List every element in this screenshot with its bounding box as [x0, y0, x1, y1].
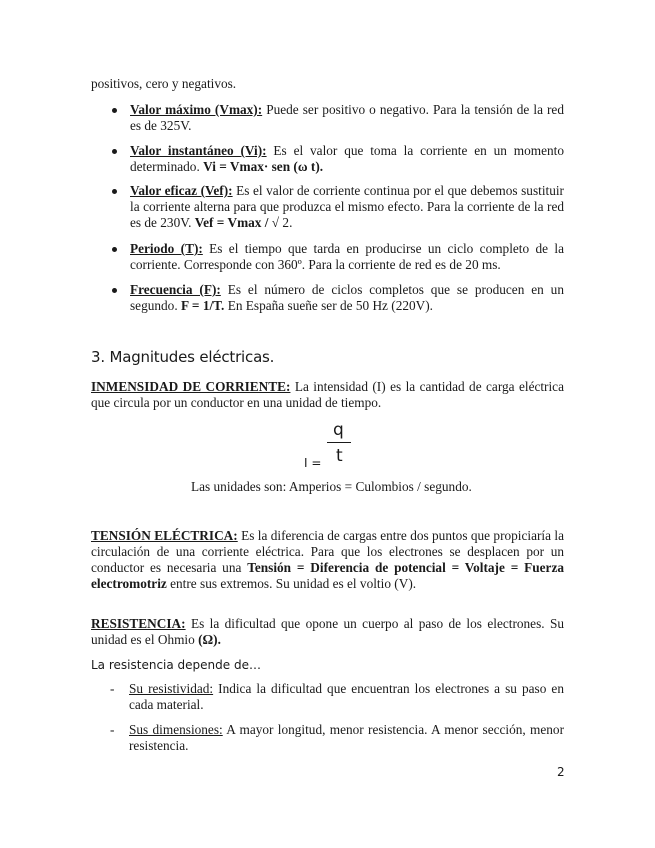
bullet-term: Periodo (T):: [130, 241, 203, 256]
bullet-text: Es el tiempo que tarda en producirse un ciclo completo de la corriente. Corresponde con 360º. Para la corriente de red es de 20 ms.: [130, 241, 564, 272]
bullet-item-vi: [130, 143, 564, 175]
bullet-text: Es el número de ciclos completos que se producen en un segundo.: [130, 282, 564, 313]
tension-term: TENSIÓN ELÉCTRICA:: [91, 528, 238, 543]
bullet-tail: √ 2.: [268, 215, 293, 230]
units-line: Las unidades son: Amperios = Culombios / segundo.: [191, 479, 472, 494]
fraction-bar: [327, 442, 351, 443]
formula-denominator: t: [336, 446, 343, 466]
bullet-icon: [112, 189, 117, 194]
bullet-item-vef: [130, 183, 564, 231]
intro-line: positivos, cero y negativos.: [91, 76, 237, 91]
formula-numerator: q: [333, 420, 344, 440]
dash-marker: -: [110, 722, 115, 737]
tension-bold: Tensión = Diferencia de potencial = Voltaje = Fuerza electromotriz: [91, 560, 564, 591]
dependency-term: Sus dimensiones:: [129, 722, 223, 737]
resistencia-paragraph: [91, 616, 564, 648]
dependency-text: Indica la dificultad que encuentran los electrones a su paso en cada material.: [129, 681, 564, 712]
bullet-text: Puede ser positivo o negativo. Para la tensión de la red es de 325V.: [130, 102, 564, 133]
bullet-item-vmax: [130, 102, 564, 134]
tension-paragraph: [91, 528, 564, 592]
page-number: 2: [557, 765, 565, 779]
dependency-term: Su resistividad:: [129, 681, 214, 696]
bullet-icon: [112, 288, 117, 293]
tension-tail: entre sus extremos. Su unidad es el voltio (V).: [166, 576, 417, 591]
bullet-formula: Vi = Vmax· sen (ω t).: [203, 159, 324, 174]
bullet-text: Es el valor que toma la corriente en un momento determinado.: [130, 143, 564, 174]
resistencia-text: Es la dificultad que opone un cuerpo al paso de los electrones. Su unidad es el Ohmio: [91, 616, 564, 647]
dependency-item-dimensiones: [110, 722, 564, 754]
intensidad-paragraph: [91, 379, 564, 411]
bullet-icon: [112, 247, 117, 252]
bullet-tail: En España sueñe ser de 50 Hz (220V).: [224, 298, 433, 313]
bullet-term: Valor eficaz (Vef):: [130, 183, 233, 198]
bullet-term: Frecuencia (F):: [130, 282, 221, 297]
section-heading: 3. Magnitudes eléctricas.: [91, 348, 275, 366]
dependency-item-resistividad: [110, 681, 564, 713]
bullet-item-frecuencia: [130, 282, 564, 314]
bullet-term: Valor máximo (Vmax):: [130, 102, 263, 117]
intensidad-term: INMENSIDAD DE CORRIENTE:: [91, 379, 291, 394]
resistencia-unit: (Ω).: [198, 632, 221, 647]
depends-intro: La resistencia depende de…: [91, 658, 261, 672]
bullet-formula: F = 1/T.: [180, 298, 225, 313]
tension-text: Es la diferencia de cargas entre dos puntos que propiciaría la circulación de una corriente eléctrica. Para que los electrones se desplacen por un conductor es necesaria una: [91, 528, 564, 575]
bullet-icon: [112, 149, 117, 154]
dash-marker: -: [110, 681, 115, 696]
bullet-text: Es el valor de corriente continua por el que debemos sustituir la corriente alterna para que produzca el mismo efecto. Para la corriente de la red es de 230V.: [130, 183, 564, 230]
bullet-term: Valor instantáneo (Vi):: [130, 143, 267, 158]
formula-lhs: I =: [304, 456, 322, 470]
bullet-formula: Vef = Vmax /: [194, 215, 269, 230]
bullet-icon: [112, 108, 117, 113]
resistencia-term: RESISTENCIA:: [91, 616, 186, 631]
intensidad-text: La intensidad (I) es la cantidad de carga eléctrica que circula por un conductor en una unidad de tiempo.: [91, 379, 564, 410]
bullet-item-periodo: [130, 241, 564, 273]
dependency-text: A mayor longitud, menor resistencia. A menor sección, menor resistencia.: [129, 722, 564, 753]
